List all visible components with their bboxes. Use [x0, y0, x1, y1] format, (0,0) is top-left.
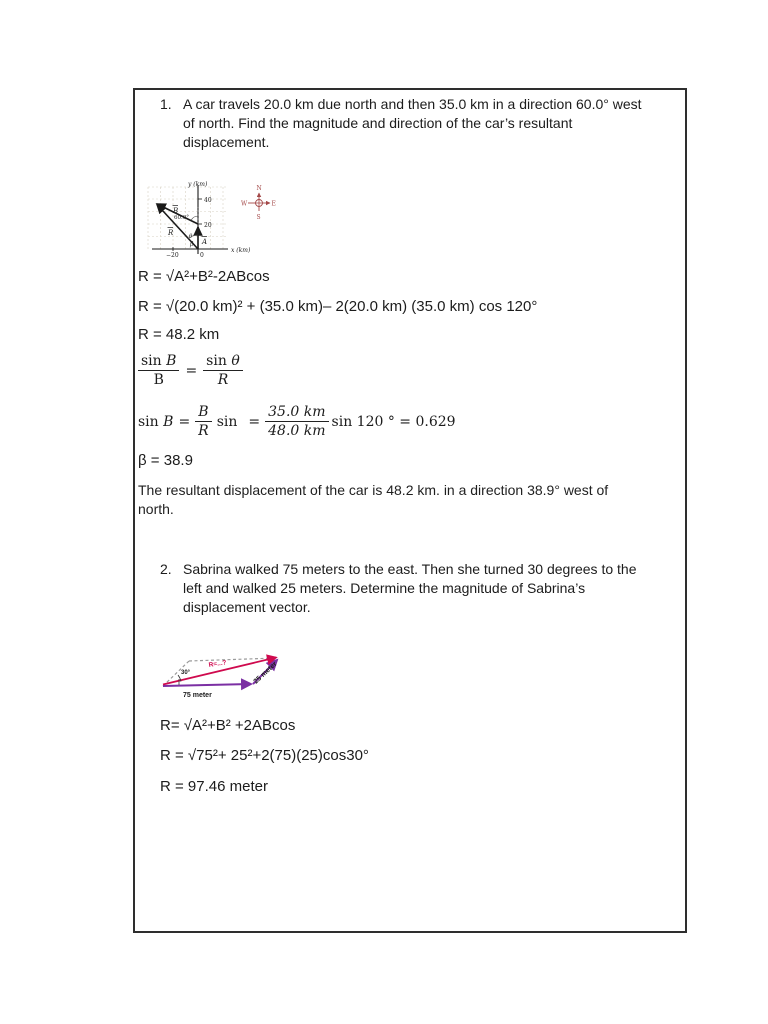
vector-b-label: B — [173, 207, 179, 215]
p2-equation-1: R= √A²+B² +2ABcos — [160, 717, 296, 734]
p1-equation-1: R = √A²+B²-2ABcos — [138, 268, 270, 285]
compass-rose — [241, 185, 276, 221]
tick-neg20-label: −20 — [166, 252, 179, 259]
angle-30-label: 30° — [181, 670, 191, 676]
angle-beta-label: β — [190, 241, 194, 248]
tick-40-label: 40 — [204, 197, 212, 204]
vector-a-label: A — [202, 238, 208, 246]
problem-1-text — [183, 95, 642, 152]
label-75-meter: 75 meter — [183, 692, 212, 699]
problem-2-text — [183, 560, 636, 617]
p1-conclusion-line-2: north. — [138, 501, 174, 517]
compass-s-label: S — [256, 214, 261, 221]
problem-1-line-1: A car travels 20.0 km due north and then 35.0 km in a direction 60.0° west — [183, 96, 642, 112]
p1-beta-result: β = 38.9 — [138, 452, 193, 469]
problem-2-number: 2. — [160, 561, 172, 577]
problem-1-number: 1. — [160, 96, 172, 112]
equals-sign: = — [178, 413, 191, 430]
den-B: B — [138, 370, 179, 388]
compass-w-label: W — [241, 200, 248, 208]
sin-fn: sin — [216, 413, 238, 430]
fraction-35-over-48: $\frac{35.0 km}{48.0 km}$ — [265, 404, 328, 439]
p1-conclusion-line-1: The resultant displacement of the car is 48.2 km. in a direction 38.9° west of — [138, 482, 609, 498]
y-axis-label: y (km) — [188, 181, 208, 188]
problem-2-line-3: displacement vector. — [183, 599, 311, 615]
sin-fn: sin — [138, 413, 159, 430]
p2-equation-3: R = 97.46 meter — [160, 778, 268, 795]
p2-equation-2: R = √75²+ 25²+2(75)(25)cos30° — [160, 747, 369, 764]
var-B: B — [163, 413, 174, 430]
p1-conclusion — [138, 481, 608, 519]
var-B: B — [166, 353, 177, 369]
angle-theta-label: θ — [189, 234, 193, 240]
compass-e-label: E — [271, 200, 276, 208]
sine-rule-left-fraction — [138, 353, 179, 388]
p1-sinB-equation — [138, 404, 456, 439]
displacement-vector-diagram — [157, 646, 289, 704]
content-border-box — [133, 88, 687, 933]
problem-1-figure — [140, 179, 292, 269]
tick-20-label: 20 — [204, 222, 212, 229]
sine-rule-right-fraction — [203, 353, 243, 388]
p1-equation-3: R = 48.2 km — [138, 326, 220, 343]
sin-120-result: sin 120 ° = 0.629 — [331, 413, 456, 430]
angle-60-arc — [191, 216, 198, 221]
sin-fn: sin — [206, 353, 227, 369]
resultant-label: R=...? — [208, 659, 227, 669]
problem-2-statement — [160, 560, 636, 617]
vector-75m-arrow — [163, 684, 251, 686]
equals-sign: = — [248, 413, 261, 430]
compass-n-label: N — [256, 185, 262, 192]
label-25-meter: 25 meter — [252, 660, 279, 686]
tick-0-label: 0 — [200, 252, 204, 259]
problem-2-line-1: Sabrina walked 75 meters to the east. Then she turned 30 degrees to the — [183, 561, 637, 577]
equals-sign: = — [185, 362, 198, 379]
var-theta: θ — [231, 353, 240, 369]
problem-2-line-2: left and walked 25 meters. Determine the magnitude of Sabrina’s — [183, 580, 586, 596]
p1-sine-rule-equation — [138, 353, 243, 388]
problem-1-line-2: of north. Find the magnitude and direction of the car’s resultant — [183, 115, 573, 131]
fraction-B-over-R: $\frac{B}{R}$ — [195, 404, 212, 439]
problem-1-line-3: displacement. — [183, 134, 270, 150]
p1-equation-2: R = √(20.0 km)² + (35.0 km)– 2(20.0 km) (35.0 km) cos 120° — [138, 298, 538, 315]
sin-fn: sin — [141, 353, 162, 369]
angle-60-label: 60.0° — [174, 215, 189, 221]
vector-diagram-axes — [140, 179, 292, 269]
problem-1-statement — [160, 95, 642, 152]
problem-2-figure — [157, 646, 289, 704]
vector-r-label: R — [168, 229, 174, 237]
den-R: R — [203, 370, 243, 388]
x-axis-label: x (km) — [231, 247, 251, 254]
